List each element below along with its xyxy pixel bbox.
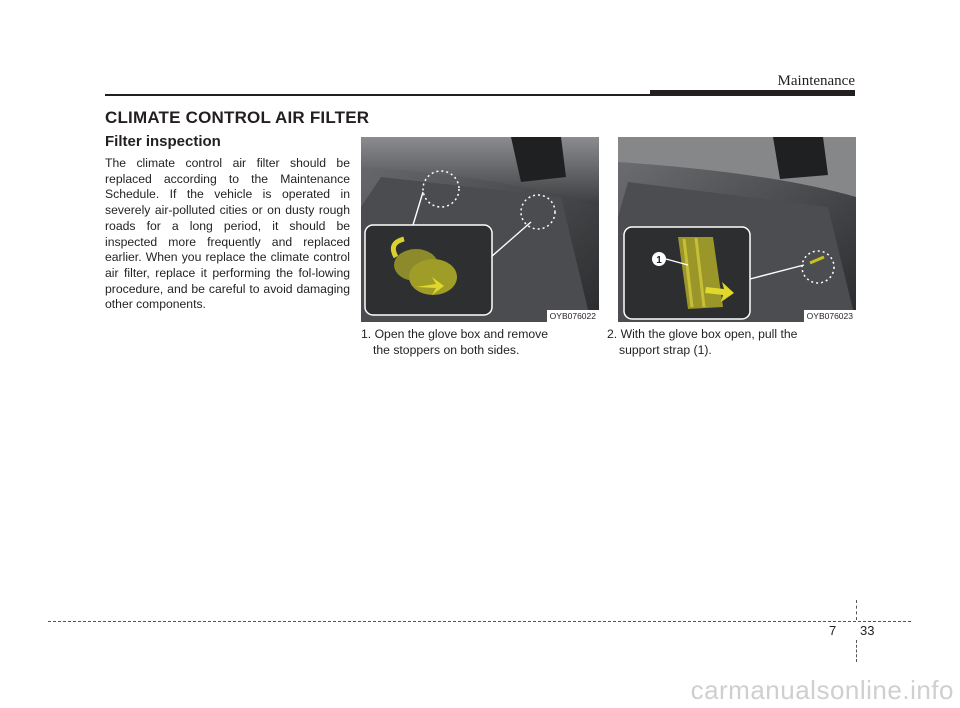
step-number: 2. bbox=[607, 327, 618, 341]
footer-rule bbox=[48, 621, 911, 622]
step-text: With the glove box open, pull the bbox=[620, 327, 798, 341]
step-number: 1. bbox=[361, 327, 372, 341]
figure-1-illustration bbox=[361, 137, 599, 322]
step-text: Open the glove box and remove bbox=[374, 327, 549, 341]
watermark: carmanualsonline.info bbox=[690, 675, 954, 705]
section-subtitle: Filter inspection bbox=[105, 133, 221, 150]
callout-number: 1 bbox=[656, 255, 662, 266]
section-label: Maintenance bbox=[777, 73, 855, 89]
step-2 bbox=[607, 327, 857, 358]
figure-code: OYB076023 bbox=[804, 310, 856, 322]
figure-2-illustration bbox=[618, 137, 856, 322]
figure-code: OYB076022 bbox=[547, 310, 599, 322]
body-paragraph bbox=[105, 156, 350, 313]
body-text: The climate control air filter should be replaced according to the Maintenance Schedule. If the vehicle is operated in severely air-polluted cities or on dusty rough roads for a long period, it should be inspected more frequently and replaced earlier. When you replace the climate control air filter, replace it performing the fol-lowing procedure, and be careful to avoid damaging other components. bbox=[105, 156, 350, 312]
footer-divider bbox=[856, 640, 857, 662]
step-text-continued: support strap (1). bbox=[619, 342, 712, 357]
figure-2 bbox=[618, 137, 856, 322]
header-rule bbox=[105, 94, 650, 96]
chapter-number: 7 bbox=[829, 623, 837, 638]
header-rule-accent bbox=[650, 90, 855, 96]
page-title: CLIMATE CONTROL AIR FILTER bbox=[105, 108, 370, 127]
footer-divider bbox=[856, 600, 857, 620]
page-number: 33 bbox=[860, 623, 875, 638]
step-1 bbox=[361, 327, 611, 358]
figure-1 bbox=[361, 137, 599, 322]
step-text-continued: the stoppers on both sides. bbox=[373, 342, 520, 357]
